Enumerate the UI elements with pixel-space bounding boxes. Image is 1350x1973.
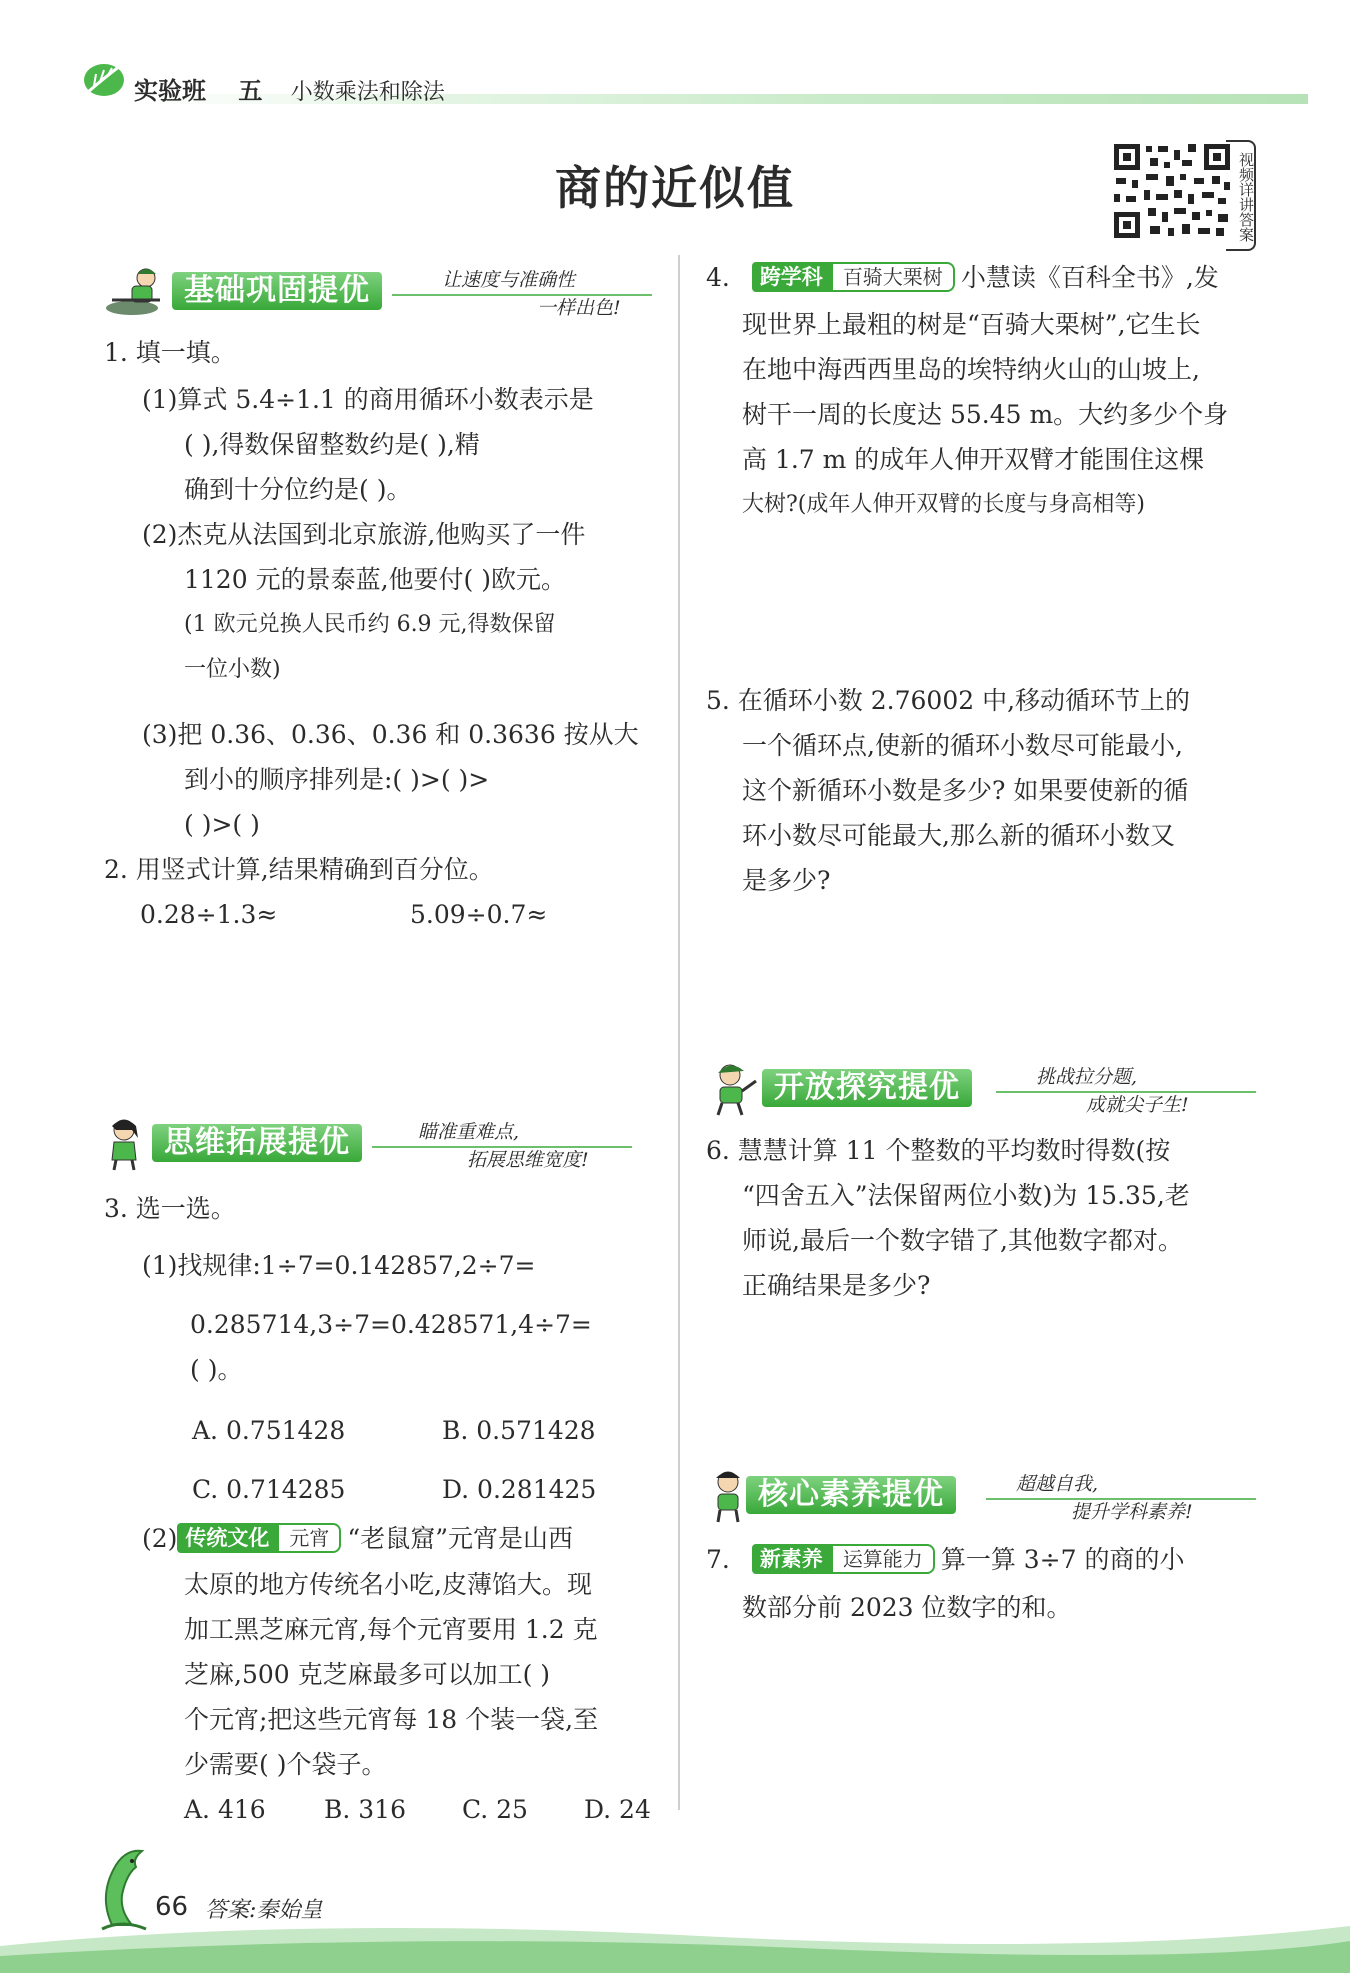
footer-wave (0, 1916, 1350, 1973)
q4-line5: 高 1.7 m 的成年人伸开双臂才能围住这棵 (742, 445, 1205, 474)
q7-line1 (706, 1537, 1184, 1582)
q1-part2-line3: (1 欧元兑换人民币约 6.9 元,得数保留 (184, 612, 556, 637)
tag-new-literacy: 新素养 (752, 1544, 831, 1574)
slogan-rule (996, 1091, 1256, 1093)
leaf-logo-icon (82, 60, 126, 100)
q1-part2-line4: 一位小数) (184, 657, 281, 682)
q7-line2: 数部分前 2023 位数字的和。 (742, 1593, 1072, 1622)
q4-line6: 大树?(成年人伸开双臂的长度与身高相等) (742, 492, 1145, 517)
q1-part3-line3: ( )>( ) (184, 810, 260, 839)
answer-hint: 答案:秦始皇 (205, 1898, 323, 1923)
q3-part2-line3: 加工黑芝麻元宵,每个元宵要用 1.2 克 (184, 1615, 598, 1644)
q1-title: 1. 填一填。 (104, 338, 236, 367)
q1-part3-line2: 到小的顺序排列是:( )>( )> (184, 765, 490, 794)
q2-expression-2: 5.09÷0.7≈ (410, 900, 548, 929)
q3-part2-line6: 少需要( )个袋子。 (184, 1750, 387, 1779)
section-basic-banner (102, 268, 662, 319)
column-divider (678, 255, 680, 1810)
header-text (134, 71, 445, 106)
q5-line1: 5. 在循环小数 2.76002 中,移动循环节上的 (706, 686, 1191, 715)
q1-part2-line2: 1120 元的景泰蓝,他要付( )欧元。 (184, 565, 566, 594)
q3-title: 3. 选一选。 (104, 1194, 236, 1223)
q3-part2-text: “老鼠窟”元宵是山西 (347, 1524, 573, 1553)
q5-line4: 环小数尽可能最大,那么新的循环小数又 (742, 821, 1175, 850)
q6-line3: 师说,最后一个数字错了,其他数字都对。 (742, 1226, 1183, 1255)
q6-line2: “四舍五入”法保留两位小数)为 15.35,老 (742, 1181, 1190, 1210)
q3-option-b[interactable]: B. 0.571428 (442, 1416, 596, 1445)
q4-line1 (706, 255, 1219, 300)
q2-title: 2. 用竖式计算,结果精确到百分位。 (104, 855, 494, 884)
q4-line2: 现世界上最粗的树是“百骑大栗树”,它生长 (742, 310, 1201, 339)
q3-option-a[interactable]: A. 0.751428 (192, 1416, 346, 1445)
section-slogan-1: 超越自我, (1016, 1473, 1099, 1495)
section-core-banner (706, 1472, 1266, 1523)
q5-line2: 一个循环点,使新的循环小数尽可能最小, (742, 731, 1183, 760)
dolphin-icon (92, 1845, 154, 1933)
tag-computation: 运算能力 (831, 1544, 935, 1574)
q4-line4: 树干一周的长度达 55.45 m。大约多少个身 (742, 400, 1229, 429)
q7-number: 7. (706, 1545, 730, 1574)
tag-yuanxiao: 元宵 (277, 1523, 341, 1553)
q2-expression-1: 0.28÷1.3≈ (140, 900, 278, 929)
q3-option-2d[interactable]: D. 24 (584, 1795, 651, 1824)
section-slogan-2: 成就尖子生! (1086, 1094, 1189, 1116)
q3-part2-line2: 太原的地方传统名小吃,皮薄馅大。现 (184, 1570, 592, 1599)
tag-chestnut-tree: 百骑大栗树 (831, 262, 955, 292)
tag-traditional-culture: 传统文化 (177, 1523, 277, 1553)
slogan-rule (986, 1498, 1256, 1500)
qr-code-icon[interactable] (1110, 140, 1234, 242)
section-slogan-1: 瞄准重难点, (418, 1121, 520, 1143)
q1-part1-line3: 确到十分位约是( )。 (184, 475, 412, 504)
book-name: 实验班 (134, 77, 206, 105)
q3-option-2b[interactable]: B. 316 (324, 1795, 406, 1824)
unit-number: 五 (238, 77, 263, 105)
q3-part2-line5: 个元宵;把这些元宵每 18 个装一袋,至 (184, 1705, 599, 1734)
section-slogan-2: 拓展思维宽度! (467, 1149, 589, 1171)
chapter-name: 小数乘法和除法 (290, 80, 445, 105)
section-thinking-banner (102, 1120, 642, 1171)
q4-text: 小慧读《百科全书》,发 (960, 263, 1219, 292)
slogan-rule (372, 1146, 632, 1148)
page-number: 66 (155, 1892, 189, 1922)
section-title: 开放探究提优 (762, 1069, 972, 1107)
q3-part2-line4: 芝麻,500 克芝麻最多可以加工( ) (184, 1660, 551, 1689)
q7-text: 算一算 3÷7 的商的小 (940, 1545, 1185, 1574)
q3-part2-line1: (2) 传统文化 元宵 “老鼠窟”元宵是山西 (142, 1524, 573, 1553)
section-slogan-2: 一样出色! (537, 297, 621, 319)
section-slogan-1: 让速度与准确性 (442, 269, 576, 291)
tag-cross-subject: 跨学科 (752, 262, 831, 292)
slogan-rule (392, 294, 652, 296)
q3-part1-line1: (1)找规律:1÷7=0.142857,2÷7= (142, 1251, 536, 1280)
section-slogan-1: 挑战拉分题, (1036, 1066, 1138, 1088)
q3-option-2c[interactable]: C. 25 (462, 1795, 528, 1824)
q3-part1-line2: 0.285714,3÷7=0.428571,4÷7= (190, 1310, 592, 1339)
section-title: 思维拓展提优 (152, 1124, 362, 1162)
q6-line1: 6. 慧慧计算 11 个整数的平均数时得数(按 (706, 1136, 1171, 1165)
q1-part2-line1: (2)杰克从法国到北京旅游,他购买了一件 (142, 520, 586, 549)
q1-part1-line2: ( ),得数保留整数约是( ),精 (184, 430, 480, 459)
section-explore-banner (706, 1065, 1266, 1116)
section-slogan-2: 提升学科素养! (1071, 1501, 1193, 1523)
q5-line5: 是多少? (742, 866, 831, 895)
q5-line3: 这个新循环小数是多少? 如果要使新的循 (742, 776, 1189, 805)
q1-part3-line1: (3)把 0.36、0.36、0.36 和 0.3636 按从大 (142, 720, 639, 749)
q6-line4: 正确结果是多少? (742, 1271, 931, 1300)
section-title: 核心素养提优 (746, 1476, 956, 1514)
q3-part1-line3: ( )。 (190, 1355, 243, 1384)
q1-part1-line1: (1)算式 5.4÷1.1 的商用循环小数表示是 (142, 385, 594, 414)
q4-number: 4. (706, 263, 730, 292)
section-title: 基础巩固提优 (172, 272, 382, 310)
q3-option-c[interactable]: C. 0.714285 (192, 1475, 346, 1504)
q3-option-2a[interactable]: A. 416 (184, 1795, 266, 1824)
q4-line3: 在地中海西西里岛的埃特纳火山的山坡上, (742, 355, 1200, 384)
mascot-skateboard-icon (102, 264, 168, 320)
page-title: 商的近似值 (555, 161, 795, 215)
qr-caption: 视频详讲答案 (1226, 140, 1256, 251)
q3-option-d[interactable]: D. 0.281425 (442, 1475, 597, 1504)
